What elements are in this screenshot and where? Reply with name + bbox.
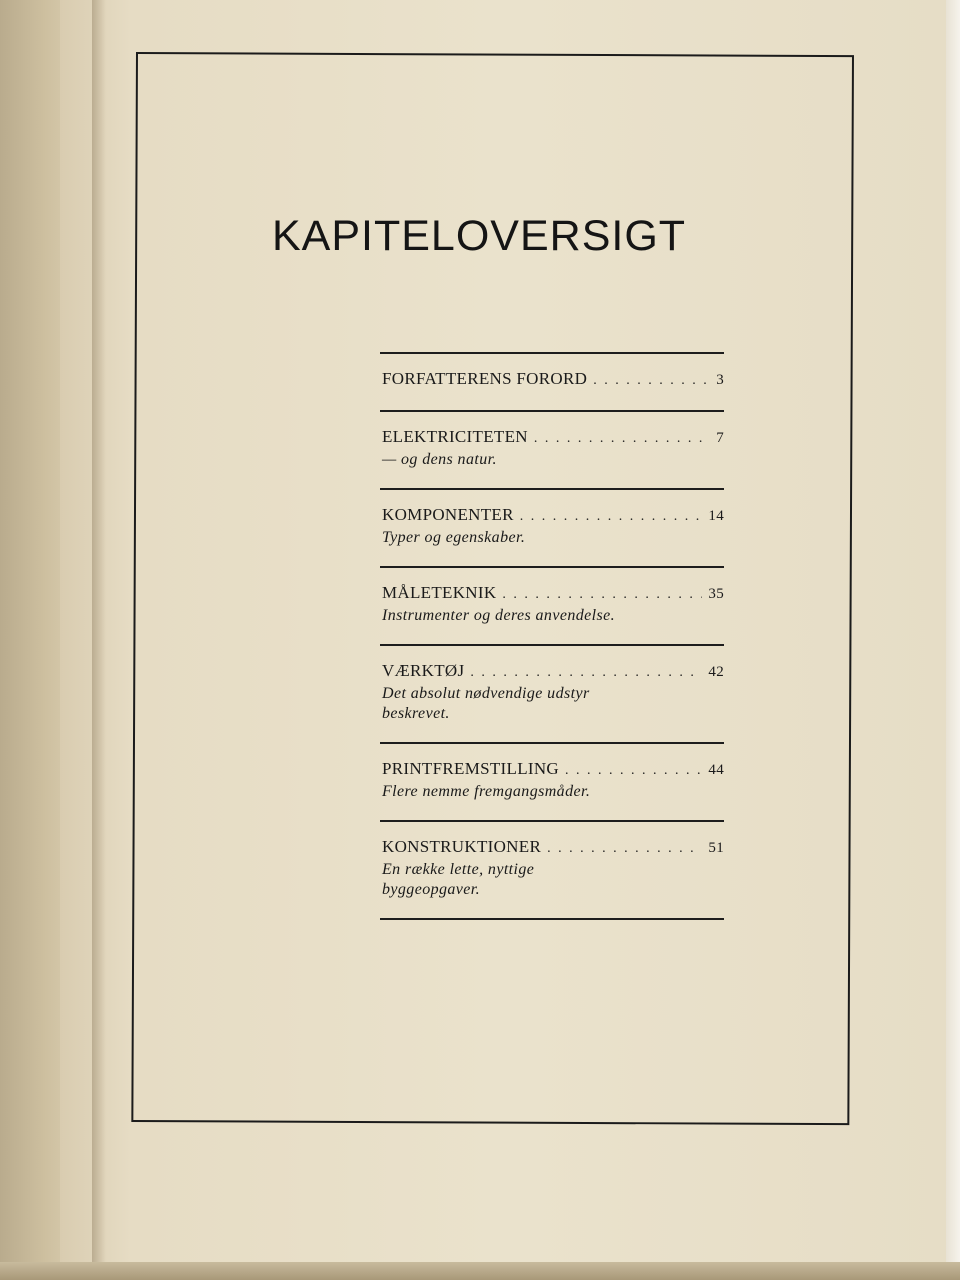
toc-leader-dots [470, 662, 702, 684]
toc-entry-line [382, 368, 724, 392]
toc-page-number: 35 [708, 586, 724, 602]
toc-page-number: 42 [708, 664, 724, 680]
toc-entry-line [382, 758, 724, 782]
toc-leader-dots [565, 760, 702, 782]
toc-leader-dots [502, 584, 702, 606]
toc-entry [380, 646, 724, 742]
toc-divider [380, 918, 724, 920]
toc-entry-line [382, 836, 724, 860]
toc-entry-title: FORFATTERENS FORORD [382, 369, 588, 388]
toc-entry-line [382, 426, 724, 450]
page-title: KAPITELOVERSIGT [272, 212, 687, 260]
toc-page-number: 14 [708, 508, 724, 524]
toc-entry-title: KONSTRUKTIONER [382, 837, 542, 856]
toc-entry-subtitle: En række lette, nyttige byggeopgaver. [382, 861, 535, 898]
toc-entry-line [382, 582, 724, 606]
toc-entry-line [382, 660, 724, 684]
toc-leader-dots [593, 370, 710, 392]
toc-entry-subtitle: Flere nemme fremgangsmåder. [382, 783, 591, 800]
toc-entry-line [382, 504, 724, 528]
toc-leader-dots [547, 838, 702, 860]
toc-entry-title: MÅLETEKNIK [382, 583, 497, 602]
toc-page-number: 7 [716, 430, 724, 446]
toc-entry-subtitle: Det absolut nødvendige udstyr beskrevet. [382, 685, 590, 722]
toc-entry-subtitle: — og dens natur. [382, 451, 497, 468]
toc-entry [380, 822, 724, 918]
toc-entry-subtitle: Typer og egenskaber. [382, 529, 526, 546]
toc-entry [380, 490, 724, 566]
toc-entry-title: KOMPONENTER [382, 505, 514, 524]
page-bottom-edge [0, 1262, 960, 1280]
page-shadow [92, 0, 106, 1280]
toc-entry [380, 568, 724, 644]
toc-page-number: 44 [708, 762, 724, 778]
toc-entry-subtitle: Instrumenter og deres anvendelse. [382, 607, 615, 624]
toc-entry-title: VÆRKTØJ [382, 661, 465, 680]
table-of-contents [380, 352, 724, 920]
toc-entry [380, 354, 724, 410]
page-right-edge [946, 0, 960, 1280]
toc-leader-dots [534, 428, 710, 450]
toc-entry-title: ELEKTRICITETEN [382, 427, 528, 446]
toc-leader-dots [520, 506, 703, 528]
toc-page-number: 3 [716, 372, 724, 388]
toc-page-number: 51 [708, 840, 724, 856]
toc-entry-title: PRINTFREMSTILLING [382, 759, 559, 778]
toc-entry [380, 412, 724, 488]
toc-entry [380, 744, 724, 820]
